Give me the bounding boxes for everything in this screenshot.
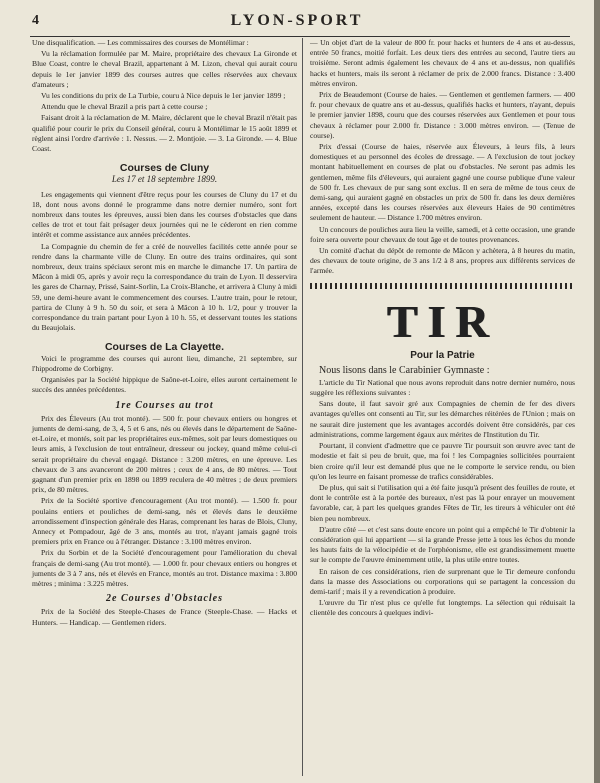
running-title: LYON-SPORT bbox=[230, 12, 364, 29]
page-number: 4 bbox=[32, 13, 39, 28]
paragraph: D'autre côté — et c'est sans doute encore un point qui a empêché le Tir d'obtenir la considération qui lui appartient — si la grande Presse jette à tous les échos du monde les hauts faits de la vélocipédie et de l'orphéonisme, elle est grandissimement muette sur le compte de l'œuvre éminemment utile, la plus utile entre toutes. bbox=[310, 524, 575, 565]
paragraph: Vu les conditions du prix de La Turbie, couru à Nice depuis le 1er janvier 1899 ; bbox=[41, 91, 286, 101]
paragraph: Prix de la Société sportive d'encouragement (Au trot monté). — 1.500 fr. pour poulains entiers et pouliches de demi-sang, nés et élevés dans le deuxième arrondissement d'inspection générale des Haras, comprenant les haras de Blois, Cluny, Annecy et Pompadour, âgé de 3 ans, montés au trot, n'ayant jamais gagné trois premiers prix en France ou à l'étranger. Distance : 3.100 mètres environ. bbox=[32, 496, 297, 547]
paragraph: Organisées par la Société hippique de Saône-et-Loire, elles auront certainement le succès des années précédentes. bbox=[32, 375, 297, 395]
heading-courses-clayette: Courses de La Clayette. bbox=[104, 341, 225, 354]
page-header bbox=[0, 10, 594, 34]
paragraph: Prix de Beaudemont (Course de haies. — Gentlemen et gentlemen farmers. — 400 fr. pour chevaux de quatre ans et au-dessus, qualifiés hacks et hunters, n'ayant, depuis le premier janvier 1898, couru que des courses réservées aux Gentlemen et pour tous chevaux à réclamer pour 2.000 fr. Distance : 3.000 mètres environ. — (Tenue de course). bbox=[310, 90, 575, 140]
paragraph: Faisant droit à la réclamation de M. Maire, déclarent que le cheval Brazil n'était pas qualifié pour courir le prix du Conseil général, couru à Montélimar le 15 août 1899 et règlent ainsi l'ordre d'arrivée : 1. Nessus. — 2. Montjoie. — 3. La Gironde. — 4. Blue Coast. bbox=[32, 113, 297, 154]
page-edge bbox=[594, 0, 600, 783]
paragraph: — Un objet d'art de la valeur de 800 fr. pour hacks et hunters de 4 ans et au-dessus, entrée 50 francs, moitié forfait. Les deux tiers des entrées au second, l'autre tiers au troisième. Seront admis également les chevaux de 4 ans et au-dessus, non qualifiés hacks et hunters, mais ils seront à réclamer de prix de 2.000 francs. Distance : 3.400 mètres environ. bbox=[310, 38, 575, 88]
paragraph: L'article du Tir National que nous avons reproduit dans notre dernier numéro, nous suggère les réflexions suivantes : bbox=[310, 377, 575, 398]
paragraph: Sans doute, il faut savoir gré aux Compagnies de chemin de fer des divers avantages qu'elles ont consenti au Tir, sur les démarches réitérées de l'Union ; mais on ne saurait dire justement que les avantages accordés doivent être considérés, par ces administrations, comme largement égaux aux mérites de l'Institution du Tir. bbox=[310, 399, 575, 439]
paragraph: L'œuvre du Tir n'est plus ce qu'elle fut longtemps. La sélection qui réduisait la clientèle des concours à quelques indivi- bbox=[310, 598, 575, 618]
heading-courses-trot: 1re Courses au trot bbox=[115, 399, 214, 411]
header-rule bbox=[30, 36, 570, 37]
paragraph: Vu la réclamation formulée par M. Maire, propriétaire des chevaux La Gironde et Blue Coast, contre le cheval Brazil, appartenant à M. Lizon, cheval qui aurait couru depuis le 1er janvier 1899 des courses autres que celles réservées aux chevaux d'amateurs ; bbox=[32, 49, 297, 89]
ornamental-rule bbox=[310, 283, 575, 289]
paragraph: Attendu que le cheval Brazil a pris part à cette course ; bbox=[41, 102, 208, 112]
paragraph: Prix de la Société des Steeple-Chases de France (Steeple-Chase. — Hacks et Hunters. — Handicap. — Gentlemen riders. bbox=[32, 607, 297, 627]
column-divider bbox=[302, 38, 303, 776]
paragraph: Pourtant, il convient d'admettre que ce pauvre Tir poursuit son œuvre avec tant de modestie et fait si peu de bruit, que, ma foi ! les Compagnies sollicitées pourraient bien croire qu'il leur est demandé plus que ne le comporte le service rendu, ou bien qu'on les leurre en faisant promesse de trafics considérables. bbox=[310, 441, 575, 481]
paragraph: Prix du Sorbin et de la Société d'encouragement pour l'amélioration du cheval français de demi-sang (Au trot monté). — 1.000 fr. pour chevaux entiers ou hongres et juments de 3 à 7 ans, nés et élevés en France, montés au trot. Distance maxima : 3.800 mètres ; minima : 3.225 mètres. bbox=[32, 548, 297, 588]
paragraph: Prix des Éleveurs (Au trot monté). — 500 fr. pour chevaux entiers ou hongres et juments de demi-sang, de 3, 4, 5 et 6 ans, nés ou élevés dans le département de Saône-et-Loire, et montés, soit par les propriétaires eux-mêmes, soit par leurs domestiques ou leurs amis, à l'exclusion de tout entraîneur, dresseur ou jockey, quand même celui-ci serait propriétaire du cheval engagé. Distance : 3.200 mètres, en une épreuve. Les chevaux de 3 ans avanceront de 200 mètres ; ceux de 4 ans, de 80 mètres. — Tout gagnant d'un premier prix en 1898 ou 1899 reculera de 40 mètres ; de deux premiers prix, de 80 mètres. bbox=[32, 413, 297, 495]
heading-courses-obstacles: 2e Courses d'Obstacles bbox=[106, 593, 223, 605]
paragraph: La Compagnie du chemin de fer a créé de nouvelles facilités cette année pour se rendre dans la charmante ville de Cluny. En outre des trains ordinaires, qui sont nombreux, deux trains spéciaux seront mis en marche le dimanche 17. Un partira de Mâcon à midi 05, après y avoir reçu la correspondance du train de Lyon. Il desservira les gares de Charnay, Prissé, Saint-Sorlin, La Croix-Blanche, et arrivera à Cluny à midi 59, une demi-heure avant le commencement des courses. L'autre train, pour le retour, partira de Cluny à 9 h. 50 du soir, et sera à Mâcon à 10 h. 1/2, pour y trouver la correspondance du train partant pour Lyon à 10 h. 55, et desservant toutes les stations du Beaujolais. bbox=[32, 241, 298, 333]
paragraph: Un concours de pouliches aura lieu la veille, samedi, et à cette occasion, une grande foire sera ouverte pour chevaux de tout âge et de toutes provenances. bbox=[310, 224, 575, 244]
paragraph: Un comité d'achat du dépôt de remonte de Mâcon y achètera, à 8 heures du matin, des chevaux de toute origine, de 3 ans 1/2 à 8 ans, propres aux différents services de l'armée. bbox=[310, 246, 575, 276]
lead-line: Nous lisons dans le Carabinier Gymnaste : bbox=[319, 364, 490, 376]
paragraph: Les engagements qui viennent d'être reçus pour les courses de Cluny du 17 et du 18, dont nous avons donné le programme dans notre dernier numéro, sont fort nombreux dans toutes les épreuves, aussi bien dans les courses d'obstacles que dans celles de trot et tout fait présager deux journées qui ne le céderont en rien comme intérêt et comme assistance aux années précédentes. bbox=[32, 189, 297, 240]
subtitle-pour-la-patrie: Pour la Patrie bbox=[410, 349, 475, 361]
section-title-tir: TIR bbox=[386, 295, 499, 347]
left-column bbox=[32, 38, 297, 629]
paragraph: De plus, qui sait si l'utilisation qui a été faite jusqu'à présent des feuilles de route, et dont le contrôle est à la portée des bureaux, n'est pas là pour enrayer un mouvement favorable, car, à part les quelques grandes Fêtes de Tir, les tireurs à véhiculer ont été bien peu nombreux. bbox=[310, 482, 575, 523]
dateline-cluny: Les 17 et 18 septembre 1899. bbox=[111, 174, 218, 185]
paragraph: Prix d'essai (Course de haies, réservée aux Éleveurs, à leurs fils, à leurs domestiques et au personnel des écoles de dressage. — A l'exclusion de tout jockey montant habituellement en courses de plat ou d'obstacles. Ne seront pas admis les gentlemen, même fils d'éleveurs, qui auraient gagné une course publique d'une valeur de 500 fr. Les chevaux de pur sang sont exclus. Il en sera de même de tous ceux de demi-sang, qui auraient gagné en obstacles un prix de 500 fr. dans les deux dernières années, excepté dans les courses réservées aux éleveurs Haies de 90 centimètres seulement de hauteur. — Distance 1.700 mètres environ. bbox=[310, 142, 575, 223]
heading-courses-cluny: Courses de Cluny bbox=[119, 162, 210, 175]
article-disqualification: Une disqualification. — Les commissaires des courses de Montélimar : bbox=[32, 38, 249, 47]
paragraph: Voici le programme des courses qui auront lieu, dimanche, 21 septembre, sur l'hippodrome de Corbigny. bbox=[32, 353, 297, 373]
right-column bbox=[310, 38, 575, 620]
paragraph: En raison de ces considérations, rien de surprenant que le Tir demeure confondu dans la masse des Associations ou corporations qui se partagent la concession du demi-tarif ; mais il y a revendication à produire. bbox=[310, 566, 575, 596]
